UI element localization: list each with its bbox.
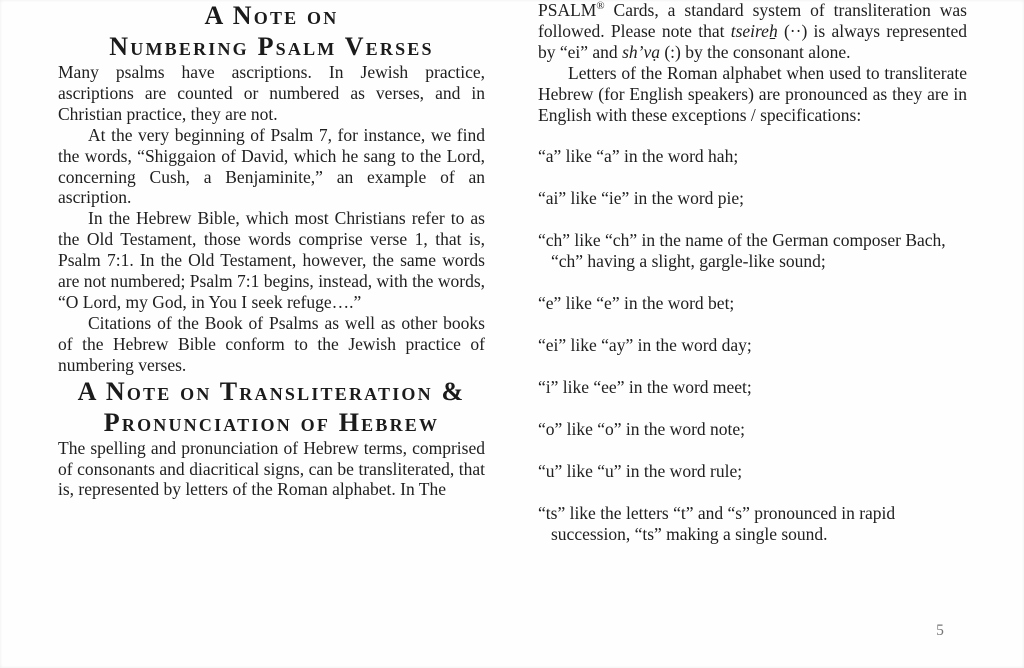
pronunciation-guide-item: “ts” like the letters “t” and “s” pronounced in rapid succession, “ts” making a single sound. (538, 502, 896, 544)
text-segment: Cards, a standard system of transliteration was followed. Please note that (538, 0, 967, 41)
paragraph: Many psalms have ascriptions. In Jewish practice, ascriptions are counted or numbered as verses, and in Christian practice, they are not. (58, 62, 485, 124)
pronunciation-guide-item: “ei” like “ay” in the word day; (538, 334, 752, 355)
heading-line: A Note on (204, 1, 339, 30)
pronunciation-guide-item: “ch” like “ch” in the name of the German composer Bach, “ch” having a slight, gargle-like sound; (538, 230, 946, 272)
pronunciation-guide (538, 146, 967, 544)
paragraph: Citations of the Book of Psalms as well as other books of the Hebrew Bible conform to the Jewish practice of numbering verses. (58, 312, 485, 375)
registered-trademark-symbol: ® (596, 0, 605, 13)
paragraph: Letters of the Roman alphabet when used to transliterate Hebrew (for English speakers) are pronounced as they are in English with these exceptions / specifications: (538, 62, 967, 125)
paragraph: The spelling and pronunciation of Hebrew terms, comprised of consonants and diacritical signs, can be transliterated, that is, represented by letters of the Roman alphabet. In The (58, 437, 485, 500)
paragraph-continuation (538, 0, 967, 63)
section-heading-numbering-psalm-verses (58, 0, 485, 62)
pronunciation-guide-item: “u” like “u” in the word rule; (538, 460, 743, 481)
pronunciation-guide-item: “i” like “ee” in the word meet; (538, 376, 752, 397)
brand-name: PSALM (538, 0, 597, 20)
pronunciation-guide-item: “o” like “o” in the word note; (538, 418, 746, 439)
text-segment: (··) is always represented by “ei” and (538, 20, 967, 62)
pronunciation-guide-item: “ai” like “ie” in the word pie; (538, 188, 745, 209)
paragraph: At the very beginning of Psalm 7, for instance, we find the words, “Shiggaion of David, which he sang to the Lord, concerning Cush, a Benjaminite,” an example of an ascription. (58, 124, 485, 208)
heading-line: Pronunciation of Hebrew (103, 407, 440, 437)
paragraph: In the Hebrew Bible, which most Christians refer to as the Old Testament, those words comprise verse 1, that is, Psalm 7:1. In the Old Testament, however, the same words are not numbered; Psalm 7:1 begins, instead, with the words, “O Lord, my God, in You I seek refuge….” (58, 208, 485, 312)
page-number: 5 (936, 622, 944, 639)
right-column (538, 0, 967, 565)
section-heading-transliteration-pronunciation (58, 376, 485, 438)
hebrew-term-tseireh: tseireẖ (730, 20, 778, 41)
text-segment: (:) by the consonant alone. (659, 41, 851, 62)
hebrew-term-shva: sh’vạ (622, 41, 660, 62)
heading-line: Numbering Psalm Verses (109, 32, 434, 61)
pronunciation-guide-item: “e” like “e” in the word bet; (538, 293, 735, 314)
pronunciation-guide-item: “a” like “a” in the word hah; (538, 146, 739, 167)
heading-line: A Note on Transliteration & (77, 376, 466, 406)
left-column (58, 0, 485, 500)
